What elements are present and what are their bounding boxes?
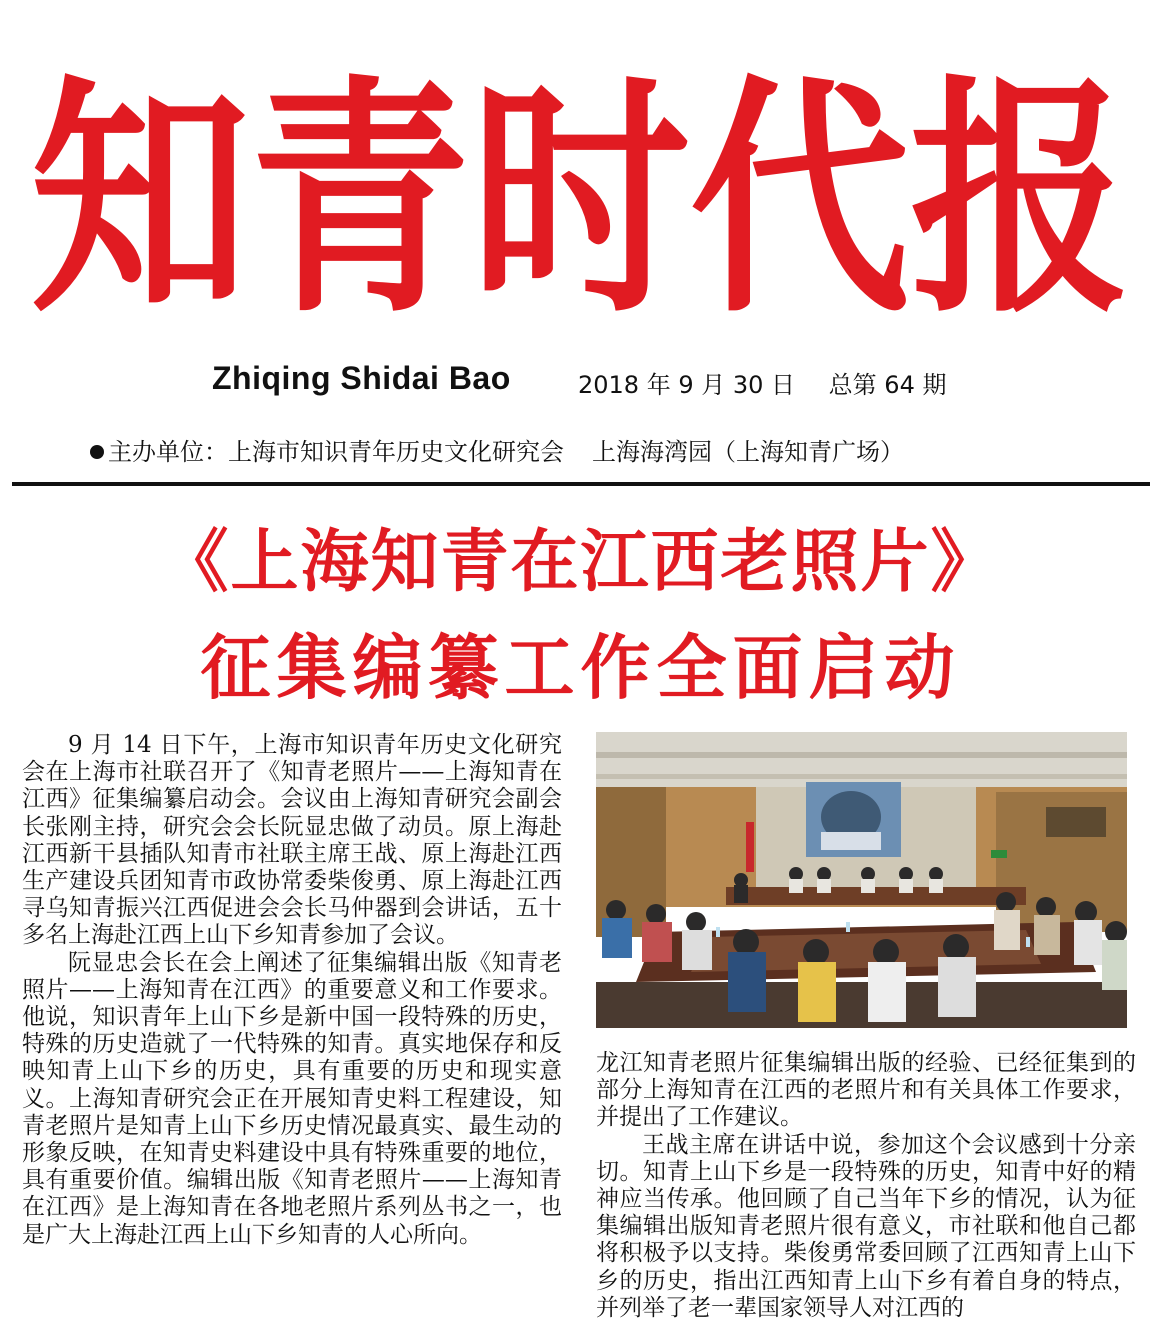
meeting-photo	[596, 732, 1127, 1028]
article-paragraph: 9 月 14 日下午，上海市知识青年历史文化研究会在上海市社联召开了《知青老照片——上海知青在江西》征集编纂启动会。会议由上海知青研究会副会长张刚主持，研究会会长阮显忠做了动员。原上海赴江西新干县插队知青市社联主席王战、原上海赴江西生产建设兵团知青市政协常委柴俊勇、原上海赴江西寻乌知青振兴江西促进会会长马仲器到会讲话，五十多名上海赴江西上山下乡知青参加了会议。	[22, 732, 562, 949]
sponsor-org-1: 上海市知识青年历史文化研究会	[228, 438, 564, 466]
bullet-icon	[90, 445, 104, 459]
masthead-calligraphy	[20, 52, 1140, 346]
sponsor-org-2: 上海海湾园（上海知青广场）	[592, 438, 904, 466]
article-paragraph: 龙江知青老照片征集编辑出版的经验、已经征集到的部分上海知青在江西的老照片和有关具体工作要求，并提出了工作建议。	[596, 1050, 1136, 1131]
headline-line-2: 征集编纂工作全面启动	[200, 626, 961, 709]
sponsor-label: 主办单位：	[108, 438, 228, 466]
masthead-logo	[20, 52, 1140, 346]
masthead-subline	[0, 360, 1161, 404]
headline-line-1: 《上海知青在江西老照片》	[160, 522, 1001, 602]
article-column-right	[596, 1050, 1136, 1322]
meeting-photo-image	[596, 732, 1127, 1028]
masthead-divider	[12, 482, 1150, 486]
masthead-pinyin: Zhiqing Shidai Bao	[212, 360, 511, 396]
masthead-title: 知青时代报	[30, 52, 1130, 346]
article-paragraph: 王战主席在讲话中说，参加这个会议感到十分亲切。知青上山下乡是一段特殊的历史，知青中好的精神应当传承。他回顾了自己当年下乡的情况，认为征集编辑出版知青老照片很有意义，市社联和他自己都将积极予以支持。柴俊勇常委回顾了江西知青上山下乡的历史，指出江西知青上山下乡有着自身的特点，并列举了老一辈国家领导人对江西的	[596, 1131, 1136, 1321]
issue-number: 总第 64 期	[828, 371, 947, 399]
issue-date: 2018 年 9 月 30 日	[578, 371, 796, 399]
masthead-dateline	[578, 365, 946, 400]
article-column-left	[22, 732, 562, 1249]
article-paragraph: 阮显忠会长在会上阐述了征集编辑出版《知青老照片——上海知青在江西》的重要意义和工作要求。他说，知识青年上山下乡是新中国一段特殊的历史，特殊的历史造就了一代特殊的知青。真实地保存和反映知青上山下乡的历史，具有重要的历史和现实意义。上海知青研究会正在开展知青史料工程建设，知青老照片是知青上山下乡历史情况最真实、最生动的形象反映，在知青史料建设中具有特殊重要的地位，具有重要价值。编辑出版《知青老照片——上海知青在江西》是上海知青在各地老照片系列丛书之一，也是广大上海赴江西上山下乡知青的人心所向。	[22, 949, 562, 1248]
sponsor-line	[90, 432, 904, 467]
